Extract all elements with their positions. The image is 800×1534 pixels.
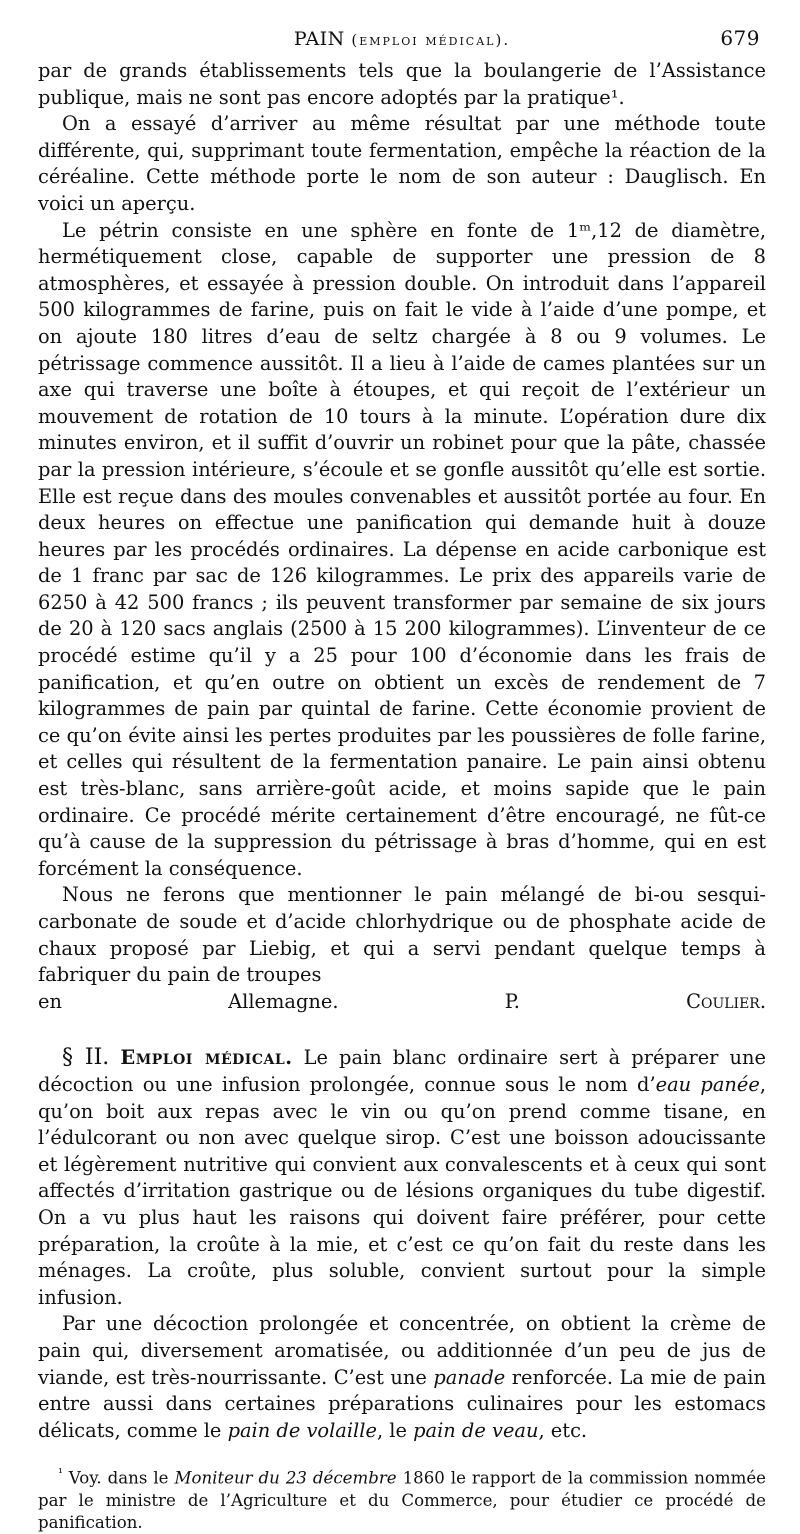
footnote-mark: ¹ [58, 1466, 63, 1481]
author-signature: P. Coulier. [504, 989, 767, 1013]
term-pain-de-volaille: pain de volaille [227, 1418, 377, 1442]
paragraph-dauglisch-intro: On a essayé d’arriver au même résultat par une méthode toute différente, qui, supprimant toute fermentation, empêche la réaction de la céréaline. Cette méthode porte le nom de son auteur : Dauglisch. En voici un aperçu. [38, 112, 766, 215]
paragraph-liebig: Nous ne ferons que mentionner le pain mélangé de bi-ou sesqui-carbonate de soude et d’acide chlorhydrique ou de phosphate acide de chaux proposé par Liebig, et qui a servi pendant quelque temps à fabriquer du pain de troupes [38, 883, 766, 987]
running-title [38, 28, 766, 50]
footnote-text-b: 1860 le rapport de la commission nommée par le ministre de l’Agriculture et du Commerce, pour étudier ce procédé de panification. [38, 1468, 767, 1532]
term-panade: panade [433, 1365, 506, 1389]
section-text-1a: Le pain blanc ordinaire sert à préparer une décoction ou une infusion prolongée, connue sous le nom d’ [38, 1046, 767, 1096]
paragraph-continuation: par de grands établissements tels que la boulangerie de l’Assistance publique, mais ne sont pas encore adoptés par la pratique¹. [38, 59, 766, 109]
section-text-2b: renforcée. La mie de pain entre aussi dans certaines préparations culinaires pour les estomacs délicats, comme le [38, 1365, 766, 1442]
section-number: § II. [62, 1045, 110, 1071]
term-pain-de-veau: pain de veau [413, 1418, 539, 1442]
running-head [38, 22, 766, 58]
section-text-1b: , qu’on boit aux repas avec le vin ou qu’on prend comme tisane, en l’édulcorant ou non avec quelque sirop. C’est une boisson adoucissante et légèrement nutritive qui convient aux convalescents et à ceux qui sont affectés d’irritation gastrique ou de lésions organiques du tube digestif. On a vu plus haut les raisons qui doivent faire préférer, pour cette préparation, la croûte à la mie, et c’est ce qu’on fait du reste dans les ménages. La croûte, plus soluble, convient surtout pour la simple infusion. [38, 1072, 766, 1309]
page-number: 679 [720, 26, 760, 50]
section-text-2d: , etc. [538, 1418, 588, 1442]
section-emploi-medical [38, 1045, 766, 1444]
term-eau-panee: eau panée [655, 1072, 760, 1096]
running-title-sub: (emploi médical). [351, 31, 511, 49]
footnote [38, 1462, 766, 1534]
footnote-source: Moniteur du 23 décembre [174, 1468, 397, 1488]
footnote-text-a: Voy. dans le [62, 1468, 175, 1488]
section-paragraph-1 [38, 1045, 766, 1311]
footnote-separator [38, 1444, 766, 1462]
section-text-2a: Par une décoction prolongée et concentrée, on obtient la crème de pain qui, diversement aromatisée, ou additionnée d’un peu de jus de viande, est très-nourrissante. C’est une [38, 1312, 766, 1389]
section-heading: Emploi médical. [120, 1046, 293, 1070]
paragraph-liebig-last-line: en Allemagne. [38, 989, 339, 1013]
section-paragraph-2 [38, 1311, 766, 1444]
paragraph-petrin-description: Le pétrin consiste en une sphère en fonte de 1ᵐ,12 de diamètre, hermétiquement close, capable de supporter une pression de 8 atmosphères, et essayée à pression double. On introduit dans l’appareil 500 kilogrammes de farine, puis on fait le vide à l’aide d’une pompe, et on ajoute 180 litres d’eau de seltz chargée à 8 ou 9 volumes. Le pétrissage commence aussitôt. Il a lieu à l’aide de cames plantées sur un axe qui traverse une boîte à étoupes, et qui reçoit de l’extérieur un mouvement de rotation de 10 tours à la minute. L’opération dure dix minutes environ, et il suffit d’ouvrir un robinet pour que la pâte, chassée par la pression intérieure, s’écoule et se gonfle aussitôt qu’elle est sortie. Elle est reçue dans des moules convenables et aussitôt portée au four. En deux heures on effectue une panification qui demande huit à douze heures par les procédés ordinaires. La dépense en acide carbonique est de 1 franc par sac de 126 kilogrammes. Le prix des appareils varie de 6250 à 42 500 francs ; ils peuvent transformer par semaine de six jours de 20 à 120 sacs anglais (2500 à 15 200 kilogrammes). L’inventeur de ce procédé estime qu’il y a 25 pour 100 d’économie dans les frais de panification, et qu’en outre on obtient un excès de rendement de 7 kilogrammes de pain par quintal de farine. Cette économie provient de ce qu’on évite ainsi les pertes produites par les poussières de folle farine, et celles qui résultent de la fermentation panaire. Le pain ainsi obtenu est très-blanc, sans arrière-goût acide, et moins sapide que le pain ordinaire. Ce procédé mérite certainement d’être encouragé, ne fût-ce qu’à cause de la suppression du pétrissage à bras d’homme, qui en est forcément la conséquence. [38, 218, 766, 880]
article-body [38, 58, 766, 1015]
running-title-main: PAIN [293, 28, 345, 50]
paragraph-liebig-end [38, 989, 766, 1016]
section-text-2c: , le [376, 1418, 414, 1442]
